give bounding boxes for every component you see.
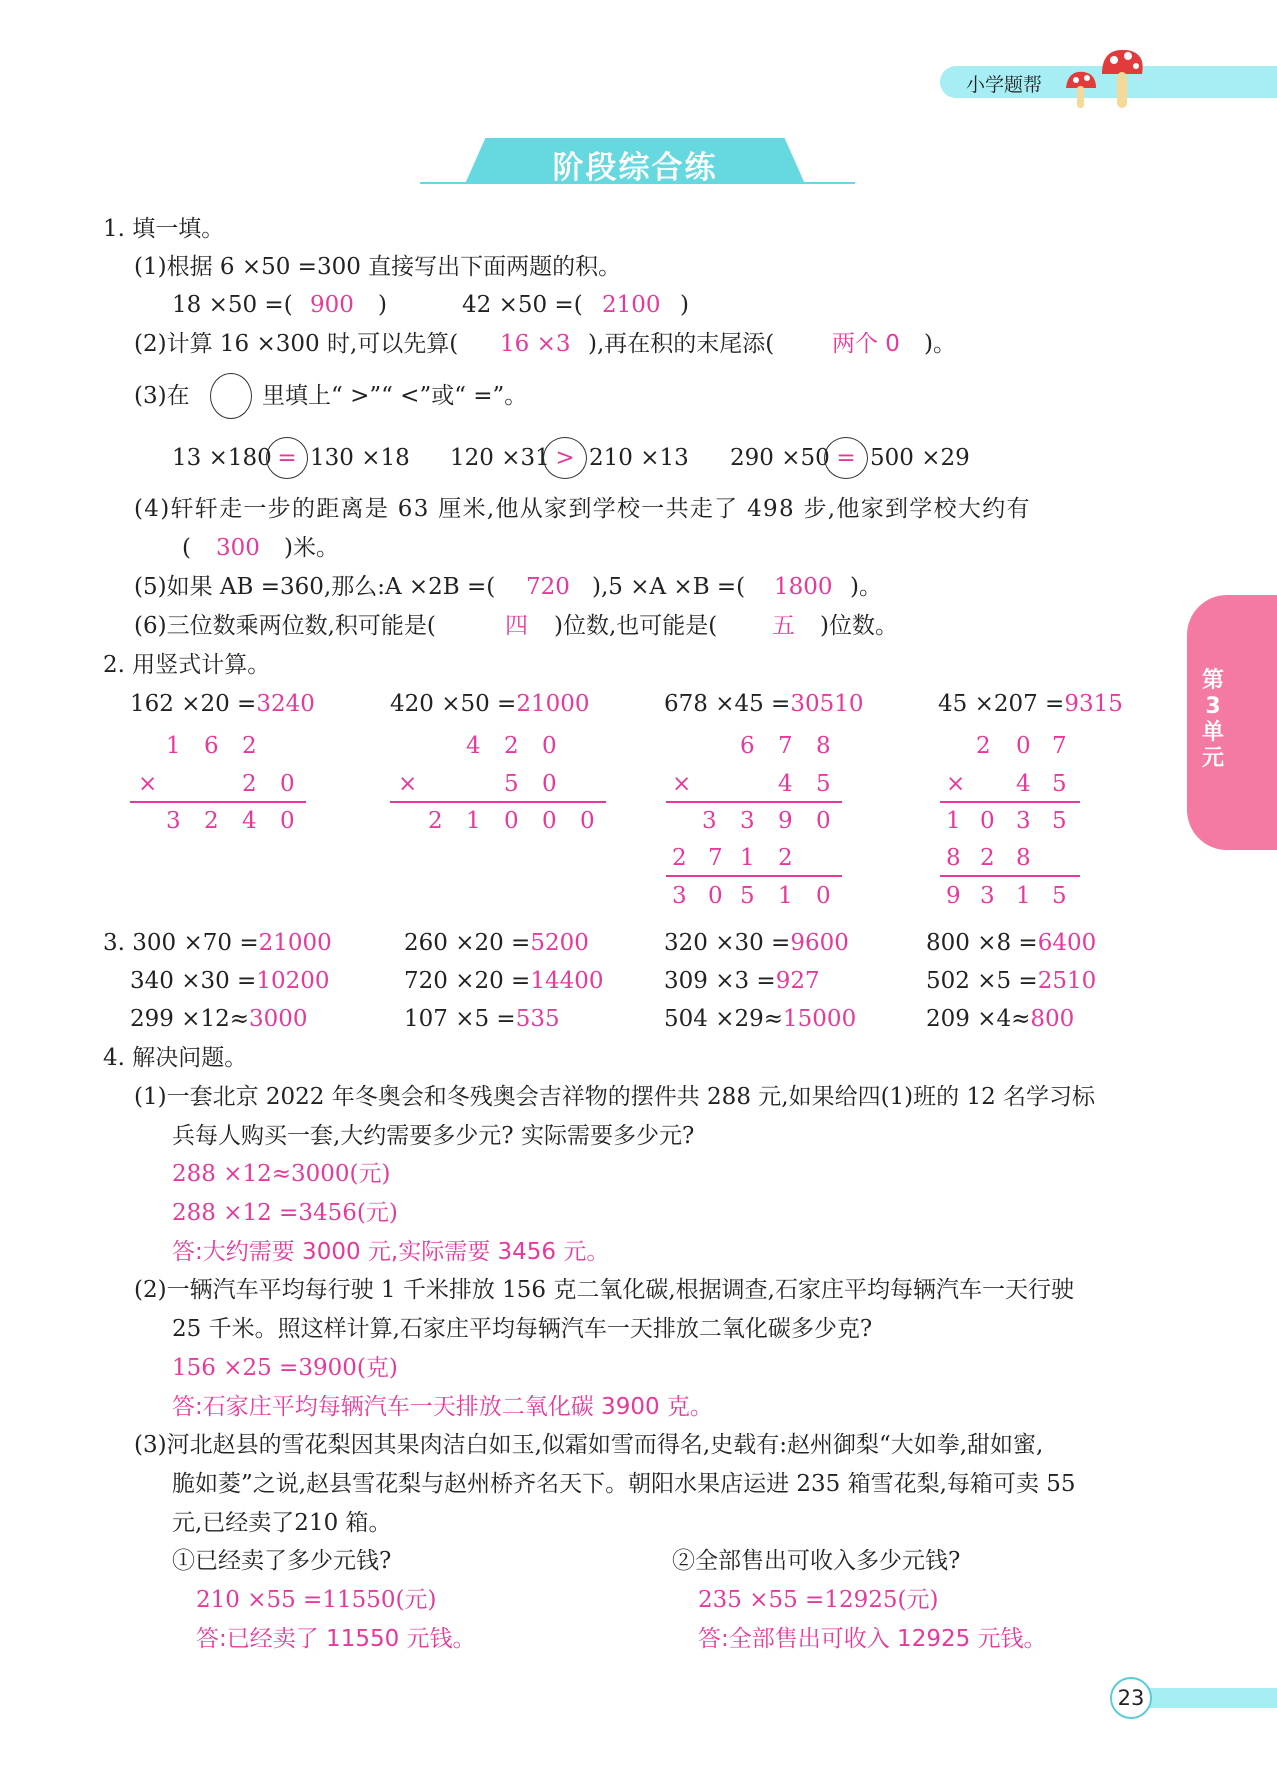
compare-answer-2: > [555,445,575,471]
v3-r4-d4: 2 [778,845,793,871]
v2-r1-d3: 0 [542,733,557,759]
v3-line-1 [666,801,842,803]
v4-r1-d2: 0 [1016,733,1031,759]
compare-answer-3: = [836,445,856,471]
v3-r1-d2: 7 [778,733,793,759]
v4-r4-d3: 8 [1016,845,1031,871]
v3-r3-d2: 3 [740,808,755,834]
v3-r4-d1: 2 [672,845,687,871]
v1-r1-d3: 2 [242,733,257,759]
v4-line-2 [940,875,1080,877]
v4-r3-d4: 5 [1052,808,1067,834]
q1-p2-answer2: 两个 0 [832,331,900,357]
compare-right-1: 130 ×18 [310,445,410,471]
compare-right-3: 500 ×29 [870,445,970,471]
q4-p3-s2-answer2: 答:全部售出可收入 12925 元钱。 [698,1626,1047,1652]
q2-expr-4: 45 ×207 =9315 [938,691,1123,717]
v1-r3-d2: 2 [204,808,219,834]
v3-r4-d2: 7 [708,845,723,871]
v4-r3-d3: 3 [1016,808,1031,834]
brand-label: 小学题帮 [966,74,1043,96]
q3-r2-c3: 309 ×3 =927 [664,968,820,994]
q4-p2-line2: 25 千米。照这样计算,石家庄平均每辆汽车一天排放二氧化碳多少克? [172,1316,873,1342]
v4-r5-d4: 5 [1052,883,1067,909]
compare-circle-example [210,373,252,419]
q3-r1-c2: 260 ×20 =5200 [404,930,589,956]
q4-p2-line1: (2)一辆汽车平均每行驶 1 千米排放 156 克二氧化碳,根据调查,石家庄平均每辆汽车一天行驶 [134,1277,1074,1303]
compare-left-1: 13 ×180 [172,445,272,471]
q4-p1-answer2: 288 ×12 =3456(元) [172,1200,398,1226]
v3-r3-d4: 0 [816,808,831,834]
v2-r3-d5: 0 [580,808,595,834]
q1-p4-answer: 300 [216,535,260,561]
v1-r2-d1: 2 [242,771,257,797]
q4-heading: 4. 解决问题。 [103,1045,248,1071]
q4-p3-s1-question: ①已经卖了多少元钱? [172,1548,392,1574]
q1-p4-open: ( [182,535,191,561]
v1-r2-d2: 0 [280,771,295,797]
v2-op: × [398,771,418,797]
footer-band [1145,1688,1277,1708]
q1-p6-pre: (6)三位数乘两位数,积可能是( [134,613,436,639]
q2-expr-3: 678 ×45 =30510 [664,691,864,717]
v4-r3-d1: 1 [946,808,961,834]
v2-r1-d1: 4 [466,733,481,759]
q2-expr-1: 162 ×20 =3240 [130,691,315,717]
v3-op: × [672,771,692,797]
v1-r1-d2: 6 [204,733,219,759]
q2-heading: 2. 用竖式计算。 [103,652,271,678]
q1-p6-mid: )位数,也可能是( [554,613,718,639]
q4-p1-answer3: 答:大约需要 3000 元,实际需要 3456 元。 [172,1239,610,1265]
q1-p3-post: 里填上“ >”“ <”或“ =”。 [262,383,528,409]
q3-r1-c4: 800 ×8 =6400 [926,930,1097,956]
q1-p2-answer1: 16 ×3 [500,331,571,357]
q4-p3-line3: 元,已经卖了210 箱。 [172,1510,392,1536]
v1-line [130,801,306,803]
q3-r3-c2: 107 ×5 =535 [404,1006,560,1032]
q1-p1-b-close: ) [680,292,689,318]
v3-r4-d3: 1 [740,845,755,871]
q1-p4-close: )米。 [284,535,339,561]
q1-p3-pre: (3)在 [134,383,190,409]
q3-r2-c4: 502 ×5 =2510 [926,968,1097,994]
page-number: 23 [1110,1677,1152,1719]
v3-r3-d1: 3 [702,808,717,834]
v4-r2-d2: 5 [1052,771,1067,797]
compare-right-2: 210 ×13 [589,445,689,471]
q4-p3-s2-question: ②全部售出可收入多少元钱? [672,1548,961,1574]
v2-r2-d2: 0 [542,771,557,797]
q1-p6-answer2: 五 [772,613,795,639]
q3-r3-c3: 504 ×29≈15000 [664,1006,857,1032]
unit-label: 第3单元 [1201,668,1224,771]
q4-p3-line2: 脆如菱”之说,赵县雪花梨与赵州桥齐名天下。朝阳水果店运进 235 箱雪花梨,每箱可卖 55 [172,1471,1076,1497]
q3-r1-c1: 3. 300 ×70 =21000 [103,930,332,956]
v2-r2-d1: 5 [504,771,519,797]
v3-r5-d1: 3 [672,883,687,909]
q1-p5-post: )。 [850,574,882,600]
q1-p1-a-close: ) [378,292,387,318]
q1-p1-a-expr: 18 ×50 =( [172,292,293,318]
v3-r5-d5: 0 [816,883,831,909]
v2-r1-d2: 2 [504,733,519,759]
v4-r3-d2: 0 [980,808,995,834]
v1-r1-d1: 1 [166,733,181,759]
v4-r5-d1: 9 [946,883,961,909]
q1-p2-mid: ),再在积的末尾添( [588,331,775,357]
q3-r1-c3: 320 ×30 =9600 [664,930,849,956]
q1-p2-post: )。 [924,331,956,357]
v4-r5-d3: 1 [1016,883,1031,909]
v3-r1-d3: 8 [816,733,831,759]
v3-r5-d4: 1 [778,883,793,909]
q1-p1-text: (1)根据 6 ×50 =300 直接写出下面两题的积。 [134,254,622,280]
v4-r1-d3: 7 [1052,733,1067,759]
q3-r2-c1: 340 ×30 =10200 [130,968,330,994]
q4-p1-line2: 兵每人购买一套,大约需要多少元? 实际需要多少元? [172,1123,695,1149]
q4-p1-answer1: 288 ×12≈3000(元) [172,1161,391,1187]
v4-r4-d1: 8 [946,845,961,871]
q1-p5-answer1: 720 [526,574,570,600]
v4-line-1 [940,801,1080,803]
v1-r3-d4: 0 [280,808,295,834]
q4-p1-line1: (1)一套北京 2022 年冬奥会和冬残奥会吉祥物的摆件共 288 元,如果给四(1)班的 12 名学习标 [134,1084,1096,1110]
q1-p6-post: )位数。 [820,613,898,639]
v1-op: × [138,771,158,797]
v3-r2-d1: 4 [778,771,793,797]
q4-p2-answer1: 156 ×25 =3900(克) [172,1355,398,1381]
compare-left-2: 120 ×31 [450,445,550,471]
q1-p1-b-answer: 2100 [602,292,661,318]
q1-p5-pre: (5)如果 AB =360,那么:A ×2B =( [134,574,496,600]
q1-p4-line1: (4)轩轩走一步的距离是 63 厘米,他从家到学校一共走了 498 步,他家到学校大约有 [134,496,1031,522]
compare-left-3: 290 ×50 [730,445,830,471]
page-title: 阶段综合练 [552,150,718,186]
q1-heading: 1. 填一填。 [103,216,225,242]
v3-r2-d2: 5 [816,771,831,797]
q4-p3-s1-answer1: 210 ×55 =11550(元) [196,1587,437,1613]
mushroom-icon [1062,44,1146,114]
q1-p5-answer2: 1800 [774,574,833,600]
q1-p6-answer1: 四 [505,613,528,639]
q1-p1-a-answer: 900 [310,292,354,318]
v4-r1-d1: 2 [976,733,991,759]
q4-p2-answer2: 答:石家庄平均每辆汽车一天排放二氧化碳 3900 克。 [172,1394,713,1420]
q1-p2-pre: (2)计算 16 ×300 时,可以先算( [134,331,459,357]
v2-r3-d4: 0 [542,808,557,834]
q3-r3-c1: 299 ×12≈3000 [130,1006,308,1032]
v1-r3-d1: 3 [166,808,181,834]
v4-r4-d2: 2 [980,845,995,871]
compare-answer-1: = [277,445,297,471]
q1-p1-b-expr: 42 ×50 =( [462,292,583,318]
v3-r1-d1: 6 [740,733,755,759]
q3-r3-c4: 209 ×4≈800 [926,1006,1075,1032]
v4-r2-d1: 4 [1016,771,1031,797]
v4-r5-d2: 3 [980,883,995,909]
q2-expr-2: 420 ×50 =21000 [390,691,590,717]
v4-op: × [946,771,966,797]
q4-p3-s2-answer1: 235 ×55 =12925(元) [698,1587,939,1613]
q3-r2-c2: 720 ×20 =14400 [404,968,604,994]
v3-line-2 [666,875,842,877]
q4-p3-s1-answer2: 答:已经卖了 11550 元钱。 [196,1626,476,1652]
v1-r3-d3: 4 [242,808,257,834]
q4-p3-line1: (3)河北赵县的雪花梨因其果肉洁白如玉,似霜如雪而得名,史载有:赵州御梨“大如拳,甜如蜜, [134,1432,1044,1458]
v2-r3-d1: 2 [428,808,443,834]
v2-line [390,801,606,803]
v3-r3-d3: 9 [778,808,793,834]
v3-r5-d2: 0 [708,883,723,909]
v3-r5-d3: 5 [740,883,755,909]
v2-r3-d2: 1 [466,808,481,834]
v2-r3-d3: 0 [504,808,519,834]
q1-p5-mid: ),5 ×A ×B =( [592,574,746,600]
